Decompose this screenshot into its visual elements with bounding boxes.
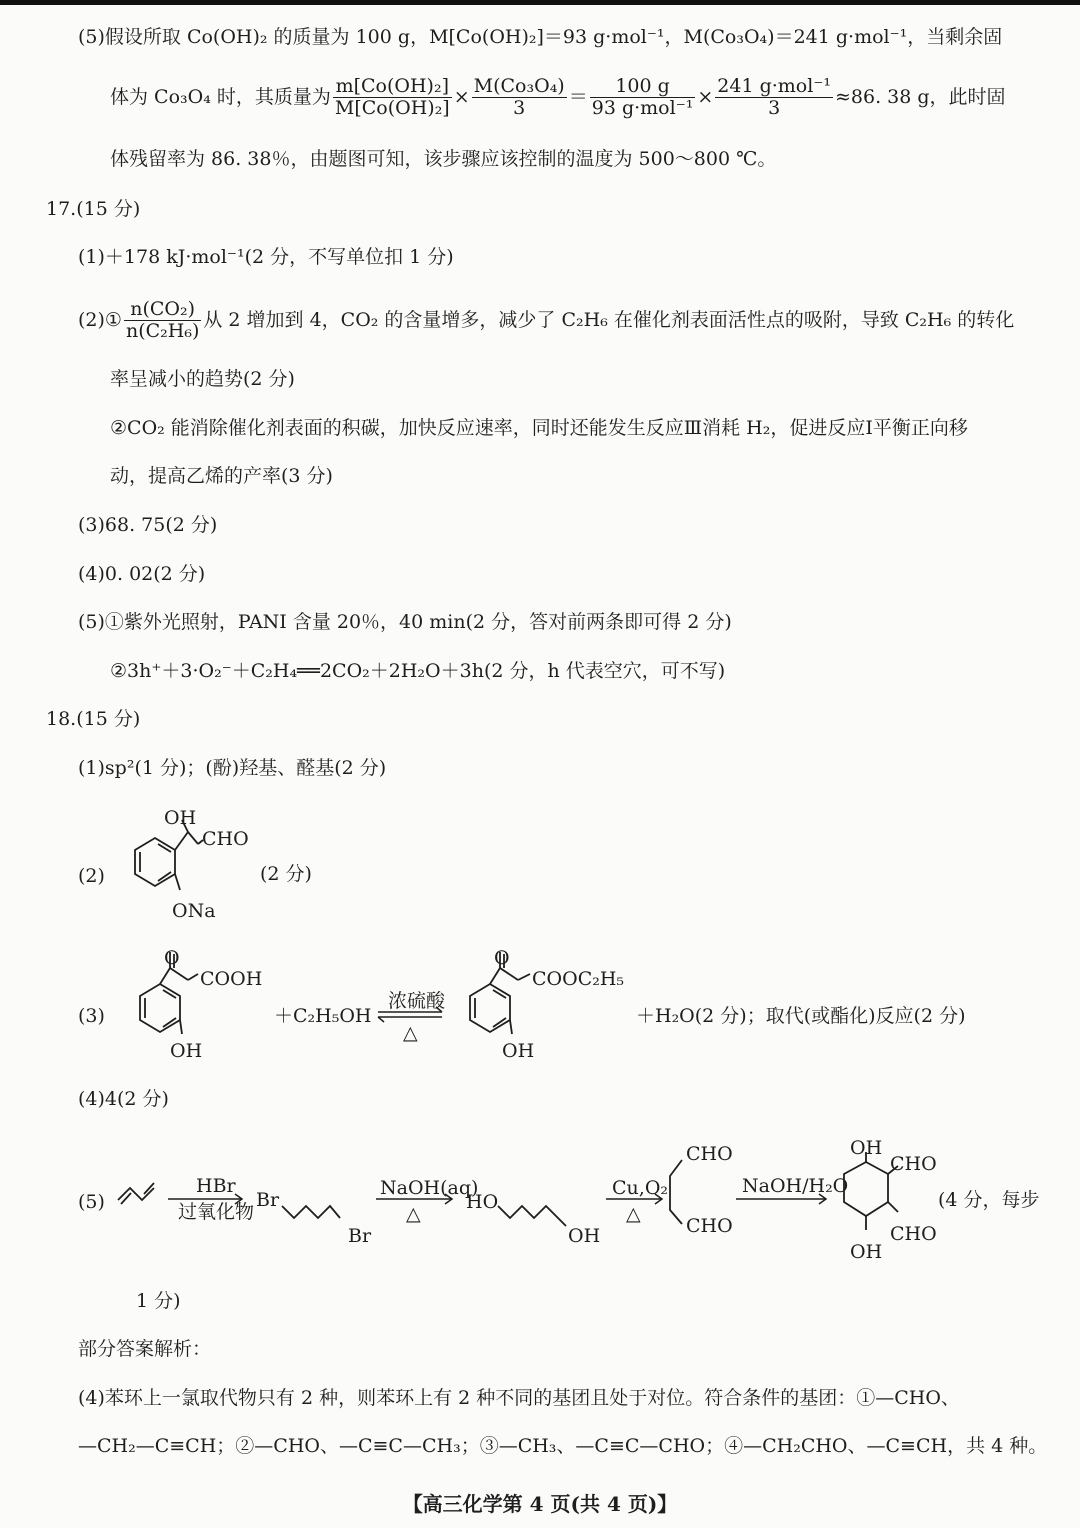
arrow-condition-top: 浓硫酸 [388,990,446,1012]
q17-p5-1: (5)①紫外光照射，PANI 含量 20％，40 min(2 分，答对前两条即可得 2 分) [78,611,732,633]
carbonyl-oxygen-label: O [494,947,510,969]
q16-p5-line1: (5)假设所取 Co(OH)₂ 的质量为 100 g，M[Co(OH)₂]＝93 g·mol⁻¹，M(Co₃O₄)＝241 g·mol⁻¹，当剩余固 [78,26,1003,48]
step3-condition: △ [626,1203,641,1225]
q18-p5-label: (5) [78,1191,105,1213]
q16-p5-result: ≈86. 38 g，此时固 [834,85,1006,108]
hydroxyl-label: HO [466,1191,499,1213]
fraction-denominator: M[Co(OH)₂] [334,96,450,119]
page-footer: 【高三化学第 4 页(共 4 页)】 [402,1492,678,1516]
aldehyde-label: CHO [686,1143,733,1165]
q17-p1: (1)＋178 kJ·mol⁻¹(2 分，不写单位扣 1 分) [78,246,454,268]
benzene-ring [135,820,203,890]
fraction-numerator: 241 g·mol⁻¹ [717,74,831,97]
hydroxyl-label: OH [850,1137,883,1159]
bromo-label: Br [256,1189,280,1211]
q18-p1: (1)sp²(1 分)；(酚)羟基、醛基(2 分) [78,757,387,779]
fraction-mass-ratio [333,74,452,119]
fraction-denominator: 3 [513,96,526,119]
diol-chain [498,1206,566,1226]
q17-p2-line2: 率呈减小的趋势(2 分) [110,368,295,390]
hydroxyl-label: OH [164,807,197,829]
carboxyl-label: COOH [200,968,263,990]
equals-sign: ＝ [568,85,588,108]
phenol-label: OH [170,1040,203,1062]
arrow-condition-bottom: △ [403,1022,418,1044]
bromo-label: Br [348,1225,372,1247]
q16-p5-line3: 体残留率为 86. 38％，由题图可知，该步骤应该控制的温度为 500～800 ℃。 [110,148,777,170]
fraction-numerator: n(CO₂) [124,300,201,321]
fraction-molar-value [715,74,833,119]
q16-p5-line2 [110,72,1006,122]
phenol-label: OH [502,1040,535,1062]
step4-reagent: NaOH/H₂O [742,1175,849,1197]
q17-p5-2: ②3h⁺＋3·O₂⁻＋C₂H₄══2CO₂＋2H₂O＋3h(2 分，h 代表空穴，可不写) [110,660,726,682]
dibromide-chain [282,1206,340,1218]
sodium-phenoxide-label: ONa [172,900,216,922]
times-sign: × [453,85,470,108]
q18-p3-reaction [70,940,1070,1075]
fraction-mass-value [590,74,696,119]
q18-p2-label: (2) [78,865,105,887]
q17-header: 17.(15 分) [46,198,141,220]
q17-p2-text: 从 2 增加到 4，CO₂ 的含量增多，减少了 C₂H₆ 在催化剂表面活性点的吸附，导致 C₂H₆ 的转化 [203,308,1015,331]
q18-p4: (4)4(2 分) [78,1088,169,1110]
q18-header: 18.(15 分) [46,708,141,730]
hydroxyl-label: OH [850,1241,883,1263]
aldehyde-label: CHO [890,1223,937,1245]
analysis-title: 部分答案解析： [78,1338,212,1360]
ester-label: COOC₂H₅ [532,968,625,990]
hydroxyl-label: OH [568,1225,601,1247]
carbonyl-oxygen-label: O [164,947,180,969]
fraction-ratio [124,297,201,342]
aldehyde-label: CHO [686,1215,733,1237]
fraction-molar-mass [472,74,567,119]
fraction-numerator: M(Co₃O₄) [473,74,565,97]
step3-reagent: Cu,O₂ [612,1177,669,1199]
q17-p2-line4: 动，提高乙烯的产率(3 分) [110,465,333,487]
fraction-numerator: m[Co(OH)₂] [333,77,452,98]
q17-p2-prefix: (2)① [78,308,122,331]
ethanol-label: ＋C₂H₅OH [274,1005,372,1027]
q18-p5-tail: (4 分，每步 [938,1189,1040,1211]
aldehyde-label: CHO [202,828,249,850]
q18-p2-score: (2 分) [260,863,312,885]
fraction-denominator: 3 [768,96,781,119]
step1-reagent: HBr [196,1175,236,1197]
q18-p5-route [70,1130,1070,1270]
q18-p5-tail-continued: 1 分) [136,1290,181,1312]
q17-p2-line1 [78,296,1014,344]
fraction-denominator: 93 g·mol⁻¹ [591,96,694,119]
dialdehyde-chain [670,1160,682,1224]
times-sign: × [697,85,714,108]
aldehyde-label: CHO [890,1153,937,1175]
butadiene-structure [118,1183,154,1204]
fraction-numerator: 100 g [590,77,696,98]
step2-reagent: NaOH(aq) [380,1177,479,1199]
analysis-line2: —CH₂—C≡CH；②—CHO、—C≡C—CH₃；③—CH₃、—C≡C—CHO；④—CH₂CHO、—C≡CH，共 4 种。 [78,1435,1048,1457]
q17-p4: (4)0. 02(2 分) [78,563,206,585]
analysis-line1: (4)苯环上一氯取代物只有 2 种，则苯环上有 2 种不同的基团且处于对位。符合条件的基团：①—CHO、 [78,1387,960,1409]
q18-p3-tail: ＋H₂O(2 分)；取代(或酯化)反应(2 分) [636,1005,966,1027]
q17-p2-line3: ②CO₂ 能消除催化剂表面的积碳，加快反应速率，同时还能发生反应Ⅲ消耗 H₂，促进反应Ⅰ平衡正向移 [110,417,968,439]
q17-p3: (3)68. 75(2 分) [78,514,218,536]
step1-condition: 过氧化物 [178,1201,255,1223]
q16-p5-line2-text: 体为 Co₃O₄ 时，其质量为 [110,85,331,108]
fraction-denominator: n(C₂H₆) [125,319,200,342]
q18-p2-structure [70,800,370,930]
step2-condition: △ [406,1203,421,1225]
q18-p3-label: (3) [78,1005,105,1027]
top-border [0,0,1080,5]
